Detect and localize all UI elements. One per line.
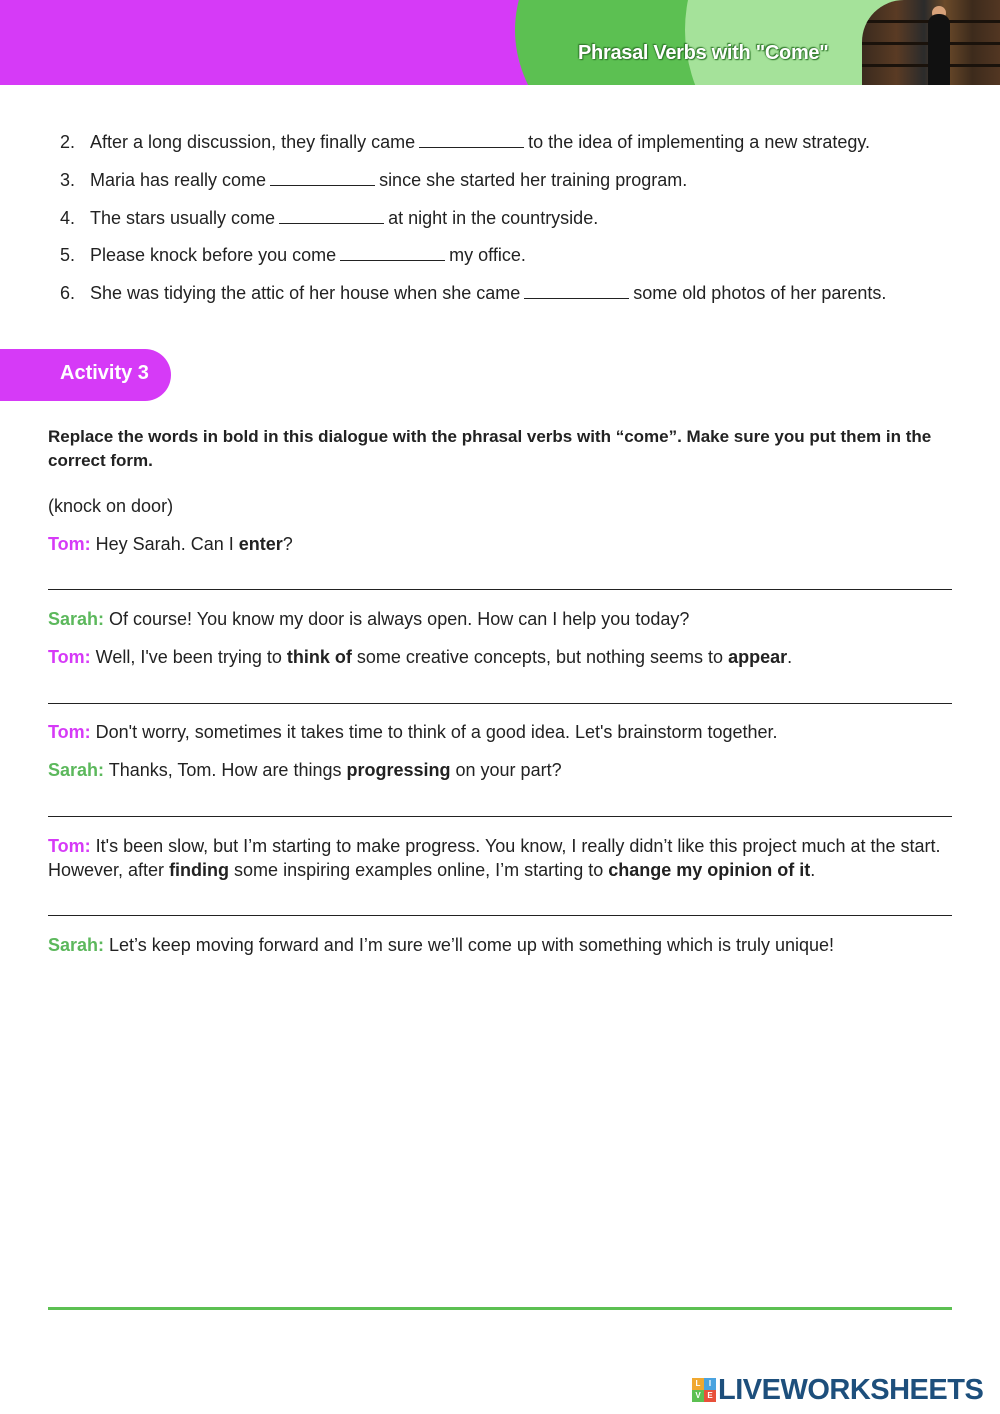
dialogue-line-7 bbox=[48, 933, 958, 957]
speaker-sarah: Sarah: bbox=[48, 609, 105, 629]
bold-phrase: appear bbox=[728, 647, 788, 667]
liveworksheets-logo bbox=[692, 1373, 984, 1406]
dialogue-text: Well, I've been trying to bbox=[90, 647, 287, 667]
dialogue-text: . bbox=[787, 647, 793, 667]
question-item bbox=[60, 204, 960, 242]
bold-phrase: think of bbox=[286, 647, 352, 667]
speaker-sarah: Sarah: bbox=[48, 760, 105, 780]
question-text-after: some old photos of her parents. bbox=[633, 283, 887, 304]
question-number: 4. bbox=[60, 207, 76, 228]
bold-phrase: finding bbox=[169, 860, 230, 880]
logo-letter: V bbox=[692, 1390, 704, 1402]
logo-letter: E bbox=[704, 1390, 716, 1402]
question-item bbox=[60, 279, 960, 317]
stage-direction: (knock on door) bbox=[48, 496, 174, 516]
question-text-after: since she started her training program. bbox=[379, 169, 688, 190]
dialogue-text: . bbox=[810, 860, 816, 880]
bold-phrase: progressing bbox=[346, 760, 451, 780]
question-text-before: She was tidying the attic of her house when she came bbox=[90, 283, 521, 304]
photo-person bbox=[928, 14, 950, 85]
dialogue-line-2 bbox=[48, 607, 958, 631]
dialogue-line-6 bbox=[48, 834, 958, 882]
question-number: 2. bbox=[60, 132, 76, 152]
dialogue-text: Let’s keep moving forward and I’m sure we’ll come up with something which is truly unique! bbox=[104, 935, 835, 955]
dialogue-text: some creative concepts, but nothing seems to bbox=[351, 647, 729, 667]
activity-instruction: Replace the words in bold in this dialogue with the phrasal verbs with “come”. Make sure you put them in the correct form. bbox=[48, 427, 932, 470]
bold-phrase: change my opinion of it bbox=[608, 860, 811, 880]
speaker-tom: Tom: bbox=[48, 647, 91, 667]
worksheet-title: Phrasal Verbs with "Come" bbox=[578, 42, 829, 64]
answer-line[interactable] bbox=[48, 589, 952, 590]
dialogue-text: on your part? bbox=[450, 760, 562, 780]
question-text-before: Maria has really come bbox=[90, 169, 267, 190]
dialogue-text: ? bbox=[282, 534, 293, 554]
answer-blank[interactable] bbox=[419, 146, 524, 148]
question-text-after: at night in the countryside. bbox=[388, 207, 599, 228]
logo-letter: L bbox=[692, 1378, 704, 1390]
dialogue-text: Don't worry, sometimes it takes time to think of a good idea. Let's brainstorm together. bbox=[90, 722, 778, 742]
dialogue-line-3 bbox=[48, 645, 958, 669]
question-number: 6. bbox=[60, 283, 76, 304]
question-text-after: to the idea of implementing a new strategy. bbox=[528, 132, 871, 152]
question-number: 3. bbox=[60, 169, 76, 190]
answer-line[interactable] bbox=[48, 816, 952, 817]
dialogue-text: Of course! You know my door is always open. How can I help you today? bbox=[104, 609, 690, 629]
dialogue-text: Thanks, Tom. How are things bbox=[104, 760, 347, 780]
dialogue-line-1 bbox=[48, 532, 958, 556]
footer-divider bbox=[48, 1307, 952, 1310]
dialogue-line-4 bbox=[48, 720, 958, 744]
activity-tab bbox=[0, 349, 171, 401]
answer-line[interactable] bbox=[48, 703, 952, 704]
answer-line[interactable] bbox=[48, 915, 952, 916]
question-item bbox=[60, 166, 960, 204]
answer-blank[interactable] bbox=[340, 259, 445, 261]
question-text-before: After a long discussion, they finally came bbox=[90, 132, 416, 152]
bold-phrase: enter bbox=[238, 534, 283, 554]
speaker-tom: Tom: bbox=[48, 722, 91, 742]
speaker-tom: Tom: bbox=[48, 534, 91, 554]
liveworksheets-logo-icon bbox=[692, 1378, 716, 1402]
dialogue-text: Hey Sarah. Can I bbox=[90, 534, 239, 554]
speaker-sarah: Sarah: bbox=[48, 935, 105, 955]
dialogue-text: It's been slow, but I’m starting to make progress. You know, I really didn’t like this project much at the start. However, after bbox=[48, 836, 941, 880]
answer-blank[interactable] bbox=[270, 184, 375, 186]
answer-blank[interactable] bbox=[524, 297, 629, 299]
question-text-after: my office. bbox=[449, 245, 526, 266]
speaker-tom: Tom: bbox=[48, 836, 91, 856]
dialogue-text: some inspiring examples online, I’m starting to bbox=[229, 860, 609, 880]
logo-letter: I bbox=[704, 1378, 716, 1390]
question-item bbox=[60, 241, 960, 279]
question-number: 5. bbox=[60, 245, 76, 266]
logo-text: LIVEWORKSHEETS bbox=[718, 1373, 984, 1406]
question-text-before: Please knock before you come bbox=[90, 245, 337, 266]
answer-blank[interactable] bbox=[279, 222, 384, 224]
gap-fill-questions bbox=[60, 128, 960, 317]
header-bookstore-photo bbox=[862, 0, 1000, 85]
dialogue-line-5 bbox=[48, 758, 958, 782]
page-header bbox=[0, 0, 1000, 85]
question-text-before: The stars usually come bbox=[90, 207, 276, 228]
activity-label: Activity 3 bbox=[60, 362, 149, 384]
question-item bbox=[60, 128, 960, 166]
